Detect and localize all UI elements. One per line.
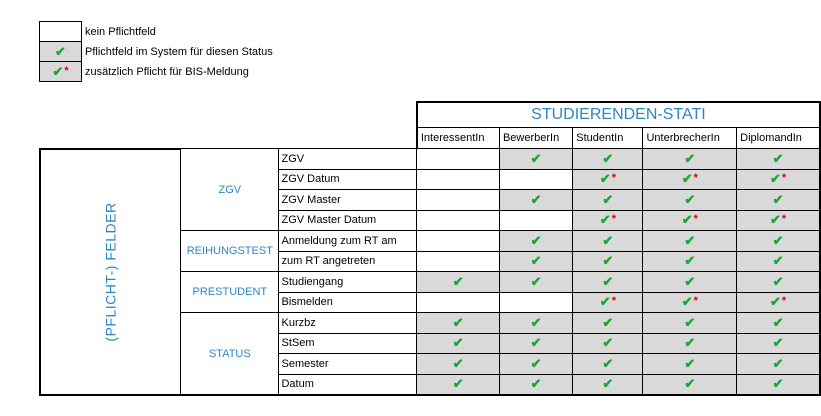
checkmark-icon: ✔ — [599, 171, 611, 187]
field-label: Anmeldung zum RT am — [279, 231, 417, 252]
status-cell — [737, 354, 820, 375]
status-cell — [417, 149, 500, 170]
checkmark-icon: ✔ — [530, 314, 542, 330]
checkmark-icon: ✔ — [772, 335, 784, 351]
checkmark-icon: ✔ — [772, 376, 784, 392]
legend-row — [40, 22, 274, 42]
checkmark-icon: ✔ — [452, 355, 464, 371]
checkmark-icon: ✔ — [602, 376, 614, 392]
status-cell — [499, 210, 572, 231]
column-header: InteressentIn — [417, 128, 500, 149]
checkmark-icon: ✔ — [769, 294, 781, 310]
status-cell — [737, 210, 820, 231]
status-cell — [417, 272, 500, 293]
legend-swatch — [40, 62, 82, 82]
status-cell — [737, 333, 820, 354]
checkmark-icon: ✔ — [530, 191, 542, 207]
status-cell — [737, 292, 820, 313]
table-row — [40, 149, 820, 170]
status-cell — [417, 169, 500, 190]
status-cell — [643, 190, 737, 211]
status-cell — [643, 333, 737, 354]
status-cell — [417, 231, 500, 252]
checkmark-icon: ✔ — [602, 253, 614, 269]
status-cell — [573, 333, 643, 354]
required-fields-matrix — [39, 101, 821, 396]
field-label: Datum — [279, 374, 417, 395]
status-cell — [417, 333, 500, 354]
legend-swatch — [40, 22, 82, 42]
checkmark-icon: ✔ — [530, 355, 542, 371]
column-header: StudentIn — [573, 128, 643, 149]
checkmark-icon: ✔ — [681, 294, 693, 310]
bis-star-icon: * — [781, 172, 787, 185]
checkmark-icon: ✔ — [452, 314, 464, 330]
status-cell — [643, 149, 737, 170]
checkmark-icon: ✔ — [684, 355, 696, 371]
column-header: DiplomandIn — [737, 128, 820, 149]
checkmark-icon: ✔ — [684, 376, 696, 392]
status-cell — [417, 354, 500, 375]
checkmark-icon: ✔ — [602, 191, 614, 207]
checkmark-icon: ✔ — [684, 191, 696, 207]
status-cell — [573, 272, 643, 293]
bis-star-icon: * — [611, 172, 616, 185]
checkmark-icon: ✔ — [530, 273, 542, 289]
group-label: REIHUNGSTEST — [181, 231, 279, 272]
status-cell — [737, 313, 820, 334]
checkmark-icon: ✔ — [530, 232, 542, 248]
status-cell — [499, 292, 572, 313]
status-cell — [643, 354, 737, 375]
legend-row — [40, 42, 274, 62]
checkmark-icon: ✔ — [684, 232, 696, 248]
checkmark-icon: ✔ — [55, 43, 66, 59]
status-cell — [573, 292, 643, 313]
checkmark-icon: ✔ — [602, 150, 614, 166]
column-header: UnterbrecherIn — [643, 128, 737, 149]
checkmark-icon: ✔ — [684, 150, 696, 166]
status-cell — [417, 292, 500, 313]
checkmark-icon: ✔ — [684, 273, 696, 289]
status-cell — [573, 251, 643, 272]
status-cell — [499, 169, 572, 190]
bis-star-icon: * — [781, 213, 787, 226]
field-label: ZGV — [279, 149, 417, 170]
checkmark-icon: ✔ — [602, 335, 614, 351]
checkmark-icon: ✔ — [530, 253, 542, 269]
checkmark-icon: ✔ — [684, 253, 696, 269]
checkmark-icon: ✔ — [602, 232, 614, 248]
checkmark-icon: ✔ — [530, 150, 542, 166]
checkmark-icon: ✔ — [772, 191, 784, 207]
status-cell — [499, 251, 572, 272]
group-label: PRESTUDENT — [181, 272, 279, 313]
checkmark-icon: ✔ — [772, 150, 784, 166]
checkmark-icon: ✔ — [52, 63, 64, 79]
checkmark-icon: ✔ — [772, 253, 784, 269]
status-cell — [499, 231, 572, 252]
checkmark-icon: ✔ — [602, 273, 614, 289]
status-cell — [573, 374, 643, 395]
checkmark-icon: ✔ — [684, 314, 696, 330]
checkmark-icon: ✔ — [599, 294, 611, 310]
status-cell — [499, 313, 572, 334]
status-cell — [573, 313, 643, 334]
legend-text: zusätzlich Pflicht für BIS-Meldung — [85, 65, 249, 78]
legend-text: kein Pflichtfeld — [85, 25, 156, 38]
checkmark-icon: ✔ — [684, 335, 696, 351]
checkmark-icon: ✔ — [452, 335, 464, 351]
checkmark-icon: ✔ — [681, 212, 693, 228]
status-cell — [499, 333, 572, 354]
checkmark-icon: ✔ — [602, 314, 614, 330]
checkmark-icon: ✔ — [769, 212, 781, 228]
status-cell — [417, 190, 500, 211]
bis-star-icon: * — [64, 64, 69, 77]
checkmark-icon: ✔ — [772, 232, 784, 248]
checkmark-icon: ✔ — [599, 212, 611, 228]
legend — [39, 21, 274, 82]
field-label: Semester — [279, 354, 417, 375]
status-cell — [499, 272, 572, 293]
checkmark-icon: ✔ — [602, 355, 614, 371]
status-cell — [573, 210, 643, 231]
field-label: StSem — [279, 333, 417, 354]
checkmark-icon: ✔ — [530, 335, 542, 351]
status-cell — [417, 374, 500, 395]
status-cell — [573, 169, 643, 190]
status-cell — [643, 313, 737, 334]
legend-text: Pflichtfeld im System für diesen Status — [85, 45, 273, 58]
bis-star-icon: * — [611, 213, 616, 226]
field-label: Kurzbz — [279, 313, 417, 334]
field-label: Bismelden — [279, 292, 417, 313]
bis-star-icon: * — [693, 295, 698, 308]
status-cell — [499, 374, 572, 395]
checkmark-icon: ✔ — [772, 273, 784, 289]
status-cell — [499, 149, 572, 170]
status-cell — [737, 169, 820, 190]
status-cell — [737, 374, 820, 395]
status-cell — [417, 210, 500, 231]
status-cell — [573, 231, 643, 252]
side-label — [40, 149, 181, 396]
group-label: ZGV — [181, 149, 279, 231]
side-label-text: (PFLICHT-) FELDER — [102, 202, 119, 342]
field-label: ZGV Datum — [279, 169, 417, 190]
status-cell — [417, 313, 500, 334]
legend-row — [40, 62, 274, 82]
bis-star-icon: * — [693, 213, 698, 226]
checkmark-icon: ✔ — [772, 314, 784, 330]
status-cell — [499, 354, 572, 375]
bis-star-icon: * — [781, 295, 787, 308]
status-cell — [573, 354, 643, 375]
checkmark-icon: ✔ — [452, 376, 464, 392]
status-cell — [643, 169, 737, 190]
status-cell — [737, 251, 820, 272]
status-cell — [643, 374, 737, 395]
checkmark-icon: ✔ — [769, 171, 781, 187]
status-cell — [643, 292, 737, 313]
checkmark-icon: ✔ — [530, 376, 542, 392]
field-label: ZGV Master Datum — [279, 210, 417, 231]
legend-swatch — [40, 42, 82, 62]
status-cell — [643, 210, 737, 231]
group-label: STATUS — [181, 313, 279, 396]
status-cell — [643, 272, 737, 293]
checkmark-icon: ✔ — [772, 355, 784, 371]
status-cell — [737, 149, 820, 170]
field-label: ZGV Master — [279, 190, 417, 211]
checkmark-icon: ✔ — [681, 171, 693, 187]
status-cell — [573, 190, 643, 211]
status-cell — [573, 149, 643, 170]
status-cell — [499, 190, 572, 211]
checkmark-icon: ✔ — [452, 273, 464, 289]
status-cell — [643, 231, 737, 252]
field-label: zum RT angetreten — [279, 251, 417, 272]
status-cell — [417, 251, 500, 272]
status-cell — [737, 190, 820, 211]
column-header: BewerberIn — [499, 128, 572, 149]
bis-star-icon: * — [693, 172, 698, 185]
status-cell — [643, 251, 737, 272]
status-cell — [737, 272, 820, 293]
bis-star-icon: * — [611, 295, 616, 308]
status-cell — [737, 231, 820, 252]
table-title: STUDIERENDEN-STATI — [417, 102, 820, 128]
field-label: Studiengang — [279, 272, 417, 293]
